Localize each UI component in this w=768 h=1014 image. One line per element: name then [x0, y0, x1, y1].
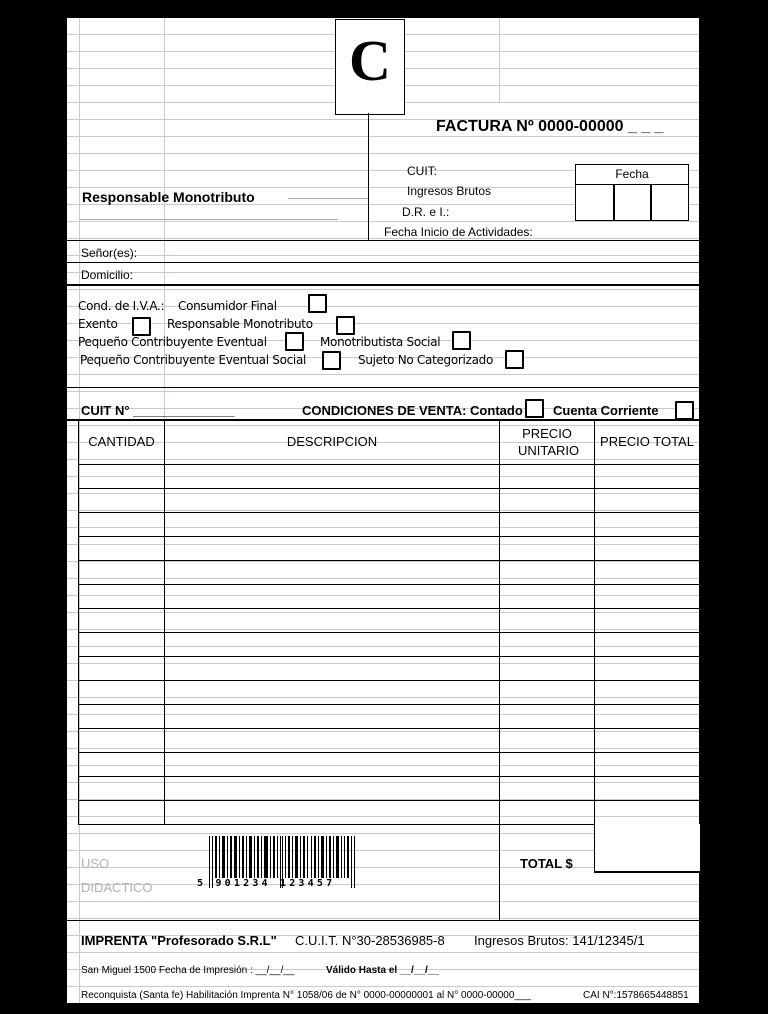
table-row[interactable]: [78, 752, 699, 753]
table-row[interactable]: [78, 512, 699, 513]
fecha-box: [575, 164, 689, 221]
grid-line: [499, 18, 500, 103]
iva-option-responsable-monotributo: Responsable Monotributo: [167, 317, 313, 331]
divider: [67, 920, 699, 921]
uso-label: USO: [81, 856, 110, 871]
habilitacion-line: Reconquista (Santa fe) Habilitación Imprenta N° 1058/06 de N° 0000-00000001 al N° 0000-00000___: [81, 990, 532, 1001]
header-descripcion: DESCRIPCION: [286, 434, 378, 449]
invoice-title: FACTURA Nº 0000-00000 _ _ _: [436, 118, 664, 135]
table-row-line: [78, 464, 699, 465]
printer-name: IMPRENTA "Profesorado S.R.L": [81, 933, 277, 948]
total-field[interactable]: [594, 824, 700, 873]
cuit-label: CUIT:: [407, 164, 437, 178]
checkbox-contado[interactable]: [525, 399, 544, 418]
header-precio-total: PRECIO TOTAL: [600, 434, 694, 449]
iva-option-monotributista-social: Monotributista Social: [320, 335, 441, 349]
table-top-border: [67, 419, 699, 421]
table-row[interactable]: [78, 680, 699, 681]
table-row[interactable]: [78, 728, 699, 729]
barcode-number: 5 901234 123457: [197, 878, 336, 889]
cai-number: CAI N°:1578665448851: [583, 990, 689, 1001]
table-border: [164, 420, 165, 825]
senores-label: Señor(es):: [81, 246, 138, 260]
didactico-label: DIDACTICO: [81, 880, 153, 895]
iva-option-exento: Exento: [78, 317, 118, 331]
invoice-letter: C: [349, 28, 391, 93]
checkbox-pce[interactable]: [285, 332, 304, 351]
divider: [67, 284, 699, 286]
printer-cuit: C.U.I.T. N°30-28536985-8: [295, 933, 445, 948]
invoice-letter-box: [335, 19, 405, 115]
header-cantidad: CANTIDAD: [88, 434, 155, 449]
divider: [67, 387, 699, 388]
decor-line: [80, 219, 338, 220]
conditions-label: CONDICIONES DE VENTA: Contado: [302, 403, 523, 418]
client-cuit-label: CUIT N° ______________: [81, 403, 235, 418]
table-row[interactable]: [78, 560, 699, 561]
table-row[interactable]: [78, 608, 699, 609]
iva-label: Cond. de I.V.A.:: [78, 299, 165, 313]
header-precio-unitario: PRECIO UNITARIO: [518, 426, 580, 458]
checkbox-exento[interactable]: [132, 317, 151, 336]
inicio-actividades-label: Fecha Inicio de Actividades:: [384, 225, 533, 239]
valid-until: Válido Hasta el __/__/__: [326, 965, 439, 976]
table-row[interactable]: [78, 536, 699, 537]
issuer-type: Responsable Monotributo: [82, 189, 255, 205]
barcode: [197, 836, 363, 889]
checkbox-consumidor-final[interactable]: [308, 294, 327, 313]
iva-option-consumidor-final: Consumidor Final: [178, 299, 277, 313]
table-border: [78, 420, 79, 825]
checkbox-cuenta-corriente[interactable]: [675, 401, 694, 420]
checkbox-pce-social[interactable]: [322, 351, 341, 370]
grid-line: [79, 18, 80, 1003]
iva-option-pce-social: Pequeño Contribuyente Eventual Social: [80, 353, 307, 367]
table-row[interactable]: [78, 704, 699, 705]
ingresos-brutos-label: Ingresos Brutos: [407, 184, 492, 198]
fecha-year-field[interactable]: [652, 185, 688, 220]
fecha-label: Fecha: [615, 167, 649, 181]
iva-option-pce: Pequeño Contribuyente Eventual: [78, 335, 267, 349]
table-border: [499, 420, 500, 920]
printer-ingresos-brutos: Ingresos Brutos: 141/12345/1: [474, 933, 645, 948]
divider: [67, 262, 699, 263]
decor-line: [288, 198, 368, 199]
address-line: San Miguel 1500 Fecha de Impresión : __/__/__: [81, 965, 295, 976]
checkbox-monotributista-social[interactable]: [452, 331, 471, 350]
table-row[interactable]: [78, 584, 699, 585]
checkbox-sujeto-no-categorizado[interactable]: [505, 350, 524, 369]
table-row[interactable]: [78, 800, 699, 801]
header-divider: [368, 113, 369, 240]
dri-label: D.R. e I.:: [402, 205, 450, 219]
checkbox-responsable-monotributo[interactable]: [336, 316, 355, 335]
iva-option-sujeto-no-categorizado: Sujeto No Categorizado: [358, 353, 493, 367]
fecha-month-field[interactable]: [615, 185, 650, 220]
total-label: TOTAL $: [520, 856, 573, 871]
table-row[interactable]: [78, 656, 699, 657]
cuenta-corriente-label: Cuenta Corriente: [553, 403, 659, 418]
table-row[interactable]: [78, 632, 699, 633]
domicilio-label: Domicilio:: [81, 268, 134, 282]
table-row[interactable]: [78, 776, 699, 777]
divider: [67, 240, 699, 241]
fecha-day-field[interactable]: [576, 185, 613, 220]
table-row[interactable]: [78, 488, 699, 489]
